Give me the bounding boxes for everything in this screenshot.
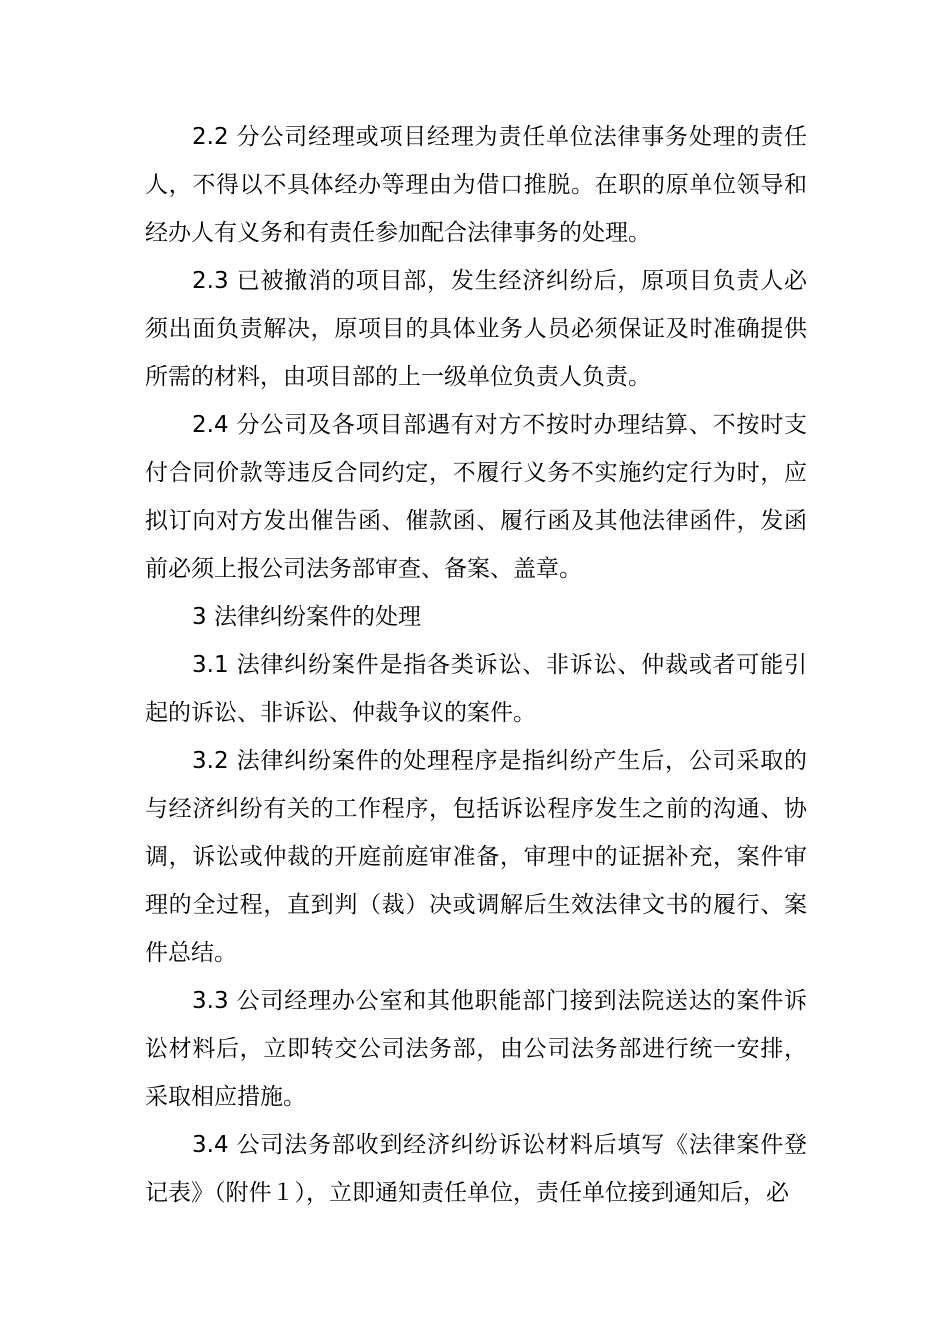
- paragraph-3-2: 3.2 法律纠纷案件的处理程序是指纠纷产生后，公司采取的与经济纠纷有关的工作程序，包括诉讼程序发生之前的沟通、协调，诉讼或仲裁的开庭前庭审准备，审理中的证据补充，案件审理的全过程，直到判（裁）决或调解后生效法律文书的履行、案件总结。: [145, 748, 807, 966]
- paragraph-3-3: 3.3 公司经理办公室和其他职能部门接到法院送达的案件诉讼材料后，立即转交公司法务部，由公司法务部进行统一安排，采取相应措施。: [145, 988, 807, 1110]
- paragraph-2-2: 2.2 分公司经理或项目经理为责任单位法律事务处理的责任人，不得以不具体经办等理由为借口推脱。在职的原单位领导和经办人有义务和有责任参加配合法律事务的处理。: [145, 124, 807, 246]
- paragraph-2-4: 2.4 分公司及各项目部遇有对方不按时办理结算、不按时支付合同价款等违反合同约定，不履行义务不实施约定行为时，应拟订向对方发出催告函、催款函、履行函及其他法律函件，发函前必须上报公司法务部审查、备案、盖章。: [145, 412, 807, 582]
- paragraph-3-4: 3.4 公司法务部收到经济纠纷诉讼材料后填写《法律案件登记表》（附件１），立即通知责任单位，责任单位接到通知后，必: [145, 1132, 807, 1206]
- paragraph-3-1: 3.1 法律纠纷案件是指各类诉讼、非诉讼、仲裁或者可能引起的诉讼、非诉讼、仲裁争议的案件。: [145, 652, 807, 726]
- document-body: [145, 113, 807, 1217]
- section-heading-3: 3 法律纠纷案件的处理: [192, 604, 421, 630]
- paragraph-2-3: 2.3 已被撤消的项目部，发生经济纠纷后，原项目负责人必须出面负责解决，原项目的具体业务人员必须保证及时准确提供所需的材料，由项目部的上一级单位负责人负责。: [145, 268, 807, 390]
